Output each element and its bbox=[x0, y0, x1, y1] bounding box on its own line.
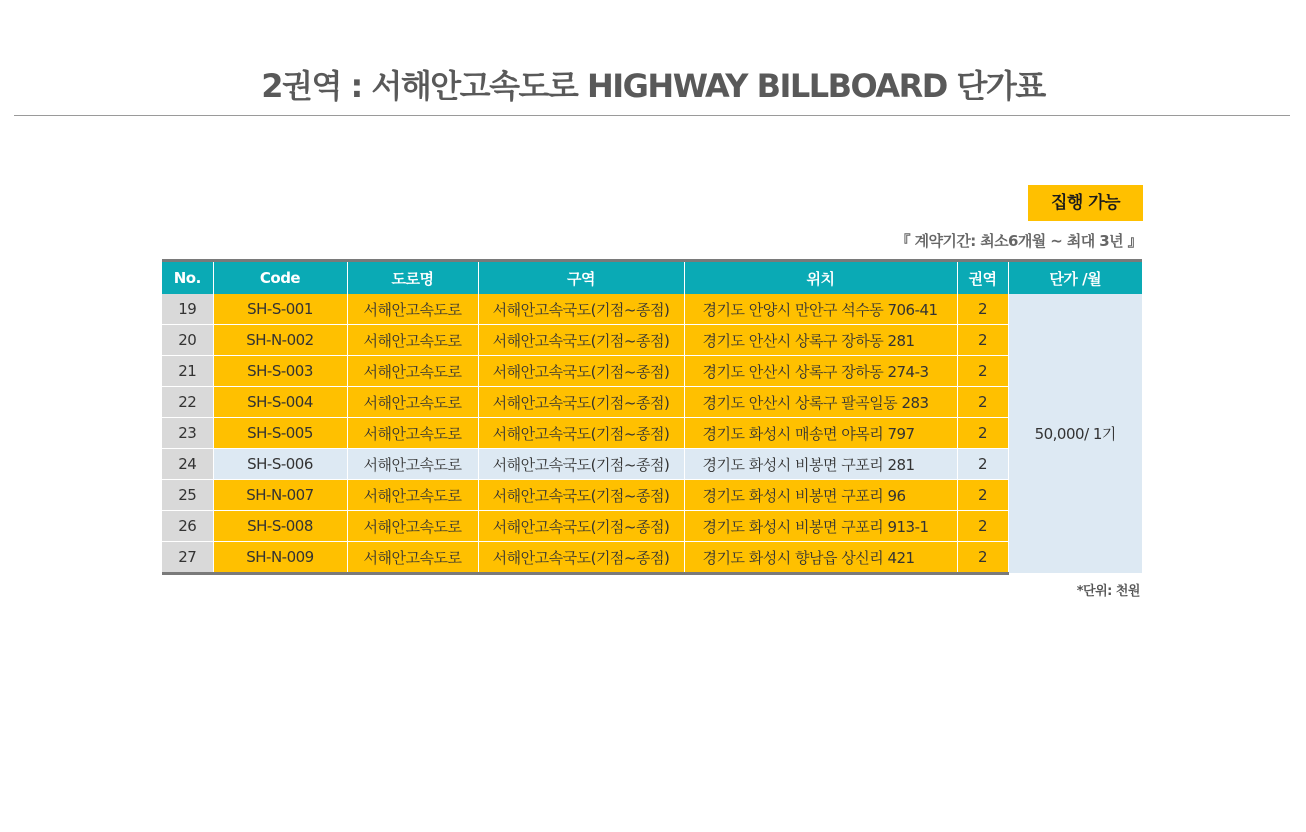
row-no-cell: 20 bbox=[162, 325, 213, 356]
table-row bbox=[162, 449, 1142, 480]
price-table-container bbox=[162, 259, 1142, 575]
code-cell: SH-S-003 bbox=[213, 356, 347, 387]
zone-cell: 서해안고속국도(기점~종점) bbox=[478, 542, 684, 574]
region-cell: 2 bbox=[957, 356, 1008, 387]
zone-cell: 서해안고속국도(기점~종점) bbox=[478, 294, 684, 325]
header-location: 위치 bbox=[684, 261, 957, 295]
location-cell: 경기도 안산시 상록구 장하동 274-3 bbox=[684, 356, 957, 387]
location-cell: 경기도 화성시 매송면 야목리 797 bbox=[684, 418, 957, 449]
row-no-cell: 22 bbox=[162, 387, 213, 418]
road-cell: 서해안고속도로 bbox=[347, 356, 478, 387]
location-cell: 경기도 화성시 향남읍 상신리 421 bbox=[684, 542, 957, 574]
road-cell: 서해안고속도로 bbox=[347, 325, 478, 356]
road-cell: 서해안고속도로 bbox=[347, 418, 478, 449]
table-row bbox=[162, 325, 1142, 356]
location-cell: 경기도 화성시 비봉면 구포리 913-1 bbox=[684, 511, 957, 542]
table-row bbox=[162, 294, 1142, 325]
table-row bbox=[162, 356, 1142, 387]
road-cell: 서해안고속도로 bbox=[347, 294, 478, 325]
title-divider bbox=[14, 115, 1290, 116]
row-no-cell: 27 bbox=[162, 542, 213, 574]
code-cell: SH-S-006 bbox=[213, 449, 347, 480]
table-row bbox=[162, 480, 1142, 511]
road-cell: 서해안고속도로 bbox=[347, 449, 478, 480]
zone-cell: 서해안고속국도(기점~종점) bbox=[478, 356, 684, 387]
contract-period-note: 『 계약기간: 최소6개월 ~ 최대 3년 』 bbox=[895, 232, 1142, 250]
table-row bbox=[162, 542, 1142, 574]
row-no-cell: 26 bbox=[162, 511, 213, 542]
unit-note: *단위: 천원 bbox=[1076, 584, 1140, 599]
road-cell: 서해안고속도로 bbox=[347, 387, 478, 418]
zone-cell: 서해안고속국도(기점~종점) bbox=[478, 325, 684, 356]
row-no-cell: 25 bbox=[162, 480, 213, 511]
table-row bbox=[162, 387, 1142, 418]
region-cell: 2 bbox=[957, 387, 1008, 418]
code-cell: SH-N-002 bbox=[213, 325, 347, 356]
status-badge: 집행 가능 bbox=[1028, 185, 1143, 221]
table-header-row bbox=[162, 261, 1142, 295]
region-cell: 2 bbox=[957, 294, 1008, 325]
region-cell: 2 bbox=[957, 418, 1008, 449]
road-cell: 서해안고속도로 bbox=[347, 480, 478, 511]
road-cell: 서해안고속도로 bbox=[347, 511, 478, 542]
row-no-cell: 24 bbox=[162, 449, 213, 480]
page-title: 2권역 : 서해안고속도로 HIGHWAY BILLBOARD 단가표 bbox=[261, 67, 1045, 105]
region-cell: 2 bbox=[957, 449, 1008, 480]
region-cell: 2 bbox=[957, 511, 1008, 542]
location-cell: 경기도 안산시 상록구 장하동 281 bbox=[684, 325, 957, 356]
code-cell: SH-S-001 bbox=[213, 294, 347, 325]
region-cell: 2 bbox=[957, 542, 1008, 574]
code-cell: SH-N-007 bbox=[213, 480, 347, 511]
zone-cell: 서해안고속국도(기점~종점) bbox=[478, 418, 684, 449]
header-road: 도로명 bbox=[347, 261, 478, 295]
location-cell: 경기도 안산시 상록구 팔곡일동 283 bbox=[684, 387, 957, 418]
table-row bbox=[162, 511, 1142, 542]
zone-cell: 서해안고속국도(기점~종점) bbox=[478, 480, 684, 511]
table-body bbox=[162, 294, 1142, 574]
zone-cell: 서해안고속국도(기점~종점) bbox=[478, 449, 684, 480]
header-zone: 구역 bbox=[478, 261, 684, 295]
code-cell: SH-N-009 bbox=[213, 542, 347, 574]
code-cell: SH-S-008 bbox=[213, 511, 347, 542]
row-no-cell: 19 bbox=[162, 294, 213, 325]
code-cell: SH-S-004 bbox=[213, 387, 347, 418]
region-cell: 2 bbox=[957, 325, 1008, 356]
header-no: No. bbox=[162, 261, 213, 295]
row-no-cell: 23 bbox=[162, 418, 213, 449]
table-row bbox=[162, 418, 1142, 449]
header-code: Code bbox=[213, 261, 347, 295]
zone-cell: 서해안고속국도(기점~종점) bbox=[478, 387, 684, 418]
zone-cell: 서해안고속국도(기점~종점) bbox=[478, 511, 684, 542]
location-cell: 경기도 안양시 만안구 석수동 706-41 bbox=[684, 294, 957, 325]
price-cell: 50,000/ 1기 bbox=[1008, 294, 1142, 574]
location-cell: 경기도 화성시 비봉면 구포리 281 bbox=[684, 449, 957, 480]
header-region: 권역 bbox=[957, 261, 1008, 295]
location-cell: 경기도 화성시 비봉면 구포리 96 bbox=[684, 480, 957, 511]
row-no-cell: 21 bbox=[162, 356, 213, 387]
road-cell: 서해안고속도로 bbox=[347, 542, 478, 574]
price-table bbox=[162, 259, 1142, 575]
header-price: 단가 /월 bbox=[1008, 261, 1142, 295]
code-cell: SH-S-005 bbox=[213, 418, 347, 449]
region-cell: 2 bbox=[957, 480, 1008, 511]
